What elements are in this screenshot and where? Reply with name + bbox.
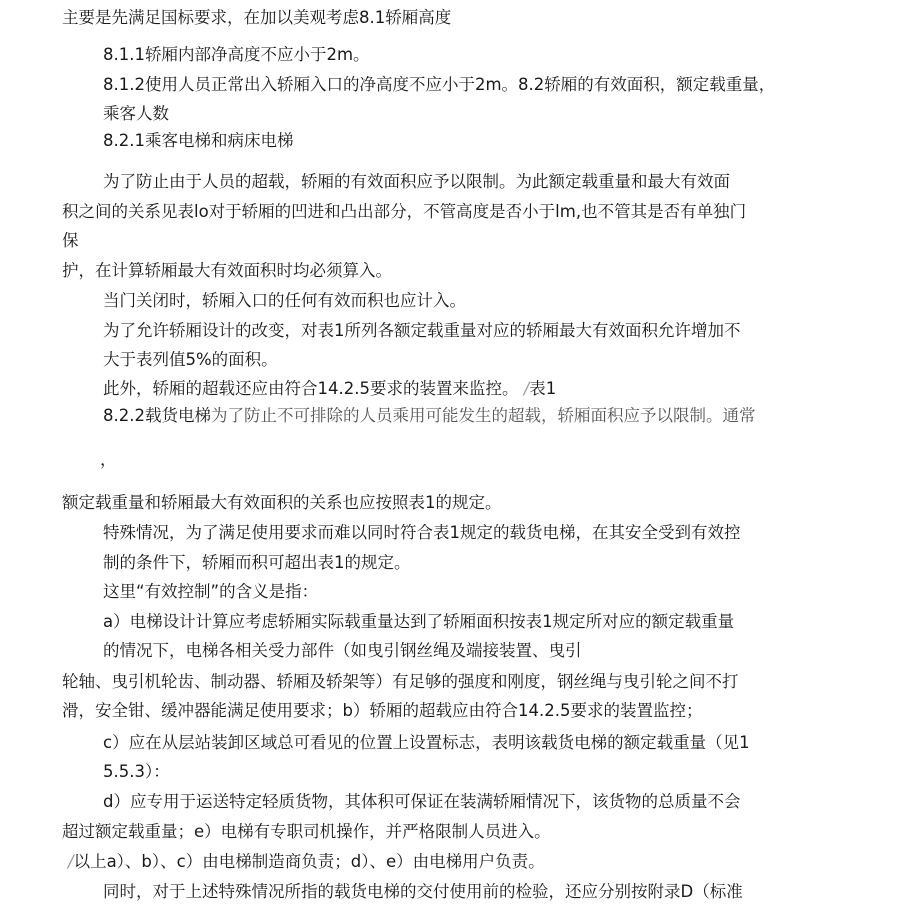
text-line: [103, 405, 755, 427]
section-heading: 8.2.2载货电梯: [103, 406, 211, 425]
text-line: 8.1.1轿厢内部净高度不应小于2m。: [103, 45, 370, 64]
text-line: ，: [100, 450, 117, 469]
text-line: 5.5.3）：: [103, 762, 170, 781]
text-line: 制的条件下，轿厢而积可超出表1的规定。: [103, 553, 411, 572]
text-line: 特殊情况，为了满足使用要求而难以同时符合表1规定的载货电梯，在其安全受到有效控: [103, 523, 741, 542]
text-line: d）应专用于运送特定轻质货物，其体积可保证在装满轿厢情况下，该货物的总质量不会: [103, 792, 741, 811]
text-line: 额定载重量和轿厢最大有效面积的关系也应按照表1的规定。: [62, 493, 502, 512]
text-segment: 此外，轿厢的超载还应由符合14.2.5要求的装置来监控。: [103, 379, 519, 398]
serif-text-segment: 为了防止不可排除的人员乘用可能发生的超载，轿厢面积应予以限制。通常: [210, 406, 756, 425]
text-line: 当门关闭时，轿厢入口的任何有效而积也应计入。: [103, 291, 466, 310]
text-line: 超过额定载重量；e）电梯有专职司机操作，并严格限制人员进入。: [62, 822, 551, 841]
text-line: c）应在从层站装卸区域总可看见的位置上设置标志，表明该载货电梯的额定载重量（见1: [103, 733, 750, 752]
text-segment: 以上a）、b）、c）由电梯制造商负责；d）、e）由电梯用户负责。: [73, 852, 545, 871]
text-line: 乘客人数: [103, 104, 169, 123]
text-line: 护，在计算轿厢最大有效面积时均必须算入。: [62, 261, 392, 280]
text-line: 的情况下，电梯各相关受力部件（如曳引钢丝绳及端接装置、曳引: [103, 641, 582, 660]
text-line: 同时，对于上述特殊情况所指的载货电梯的交付使用前的检验，还应分别按附录D（标准: [103, 882, 743, 901]
text-line: 大于表列值5%的面积。: [103, 350, 278, 369]
text-line: a）电梯设计计算应考虑轿厢实际载重量达到了轿厢面积按表1规定所对应的额定载重量: [103, 612, 735, 631]
text-line: 8.2.1乘客电梯和病床电梯: [103, 131, 294, 150]
text-line: 主要是先满足国标要求，在加以美观考虑8.1轿厢高度: [62, 8, 452, 27]
text-line: 为了防止由于人员的超载，轿厢的有效面积应予以限制。为此额定载重量和最大有效面: [103, 172, 730, 191]
slash-mark: /: [68, 852, 74, 871]
slash-mark: /: [523, 379, 530, 398]
text-line: 8.1.2使用人员正常出入轿厢入口的净高度不应小于2m。8.2轿厢的有效面积，额定载重量，: [103, 75, 776, 94]
text-line: 轮轴、曳引机轮齿、制动器、轿厢及轿架等）有足够的强度和刚度，钢丝绳与曳引轮之间不打: [62, 672, 739, 691]
text-line: [68, 851, 545, 873]
table-ref: 表1: [529, 379, 557, 398]
text-line: 这里“有效控制”的含义是指：: [103, 582, 319, 601]
text-line: 保: [62, 231, 79, 250]
text-line: [103, 378, 556, 400]
text-line: 为了允许轿厢设计的改变，对表1所列各额定载重量对应的轿厢最大有效面积允许增加不: [103, 321, 741, 340]
text-line: 积之间的关系见表lo对于轿厢的凹进和凸出部分，不管高度是否小于lm,也不管其是否有单独门: [62, 202, 747, 221]
text-line: 滑，安全钳、缓冲器能满足使用要求；b）轿厢的超载应由符合14.2.5要求的装置监控；: [62, 701, 703, 720]
